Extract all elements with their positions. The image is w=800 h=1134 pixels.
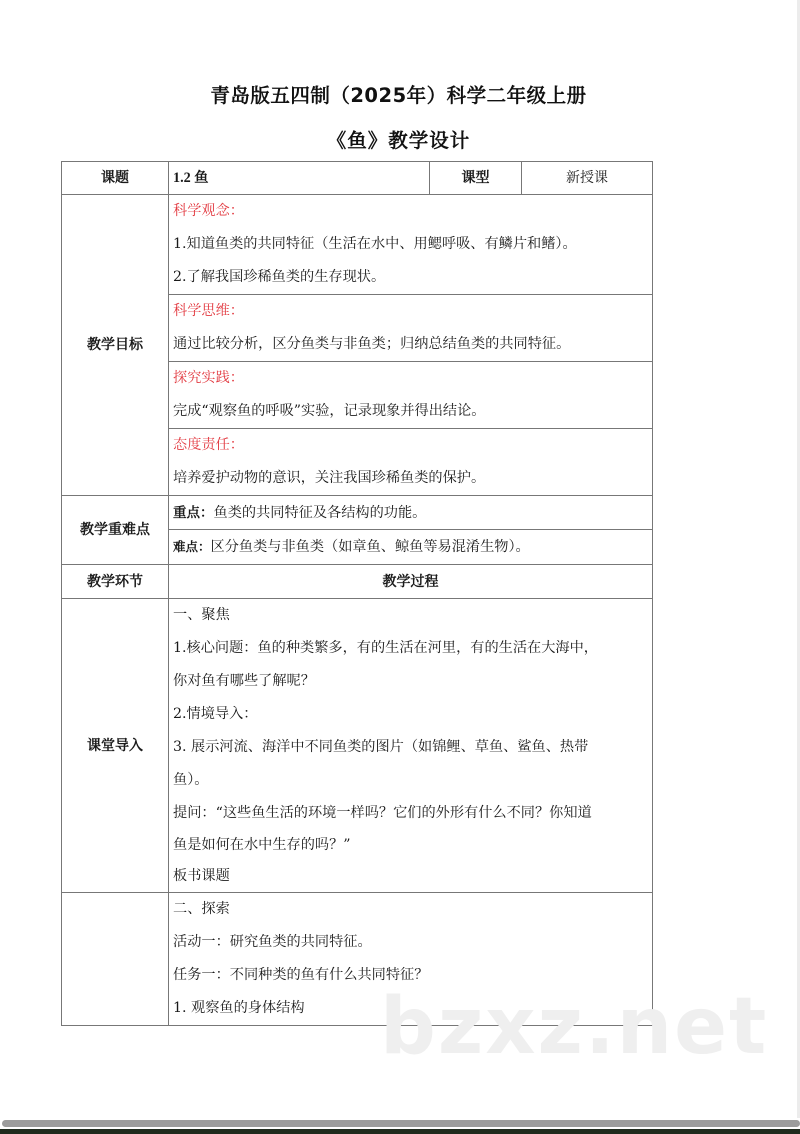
header-row: [62, 162, 653, 195]
process-line: 你对鱼有哪些了解呢？: [173, 673, 315, 689]
process-line: 活动一：研究鱼类的共同特征。: [173, 934, 372, 950]
key-focus: [169, 496, 653, 530]
objective-section-attitude: [169, 429, 653, 496]
focus-text: 鱼类的共同特征及各结构的功能。: [213, 504, 427, 521]
process-line: 1. 观察鱼的身体结构: [173, 1000, 305, 1016]
objectives-label: 教学目标: [62, 195, 169, 496]
objective-section-concept: [169, 195, 653, 295]
process-line: 一、聚焦: [173, 607, 230, 623]
key-difficulty: [169, 530, 653, 565]
process-line: 提问：“这些鱼生活的环境一样吗？它们的外形有什么不同？你知道: [173, 805, 592, 821]
process-line: 2.情境导入：: [173, 706, 258, 722]
process-line: 鱼是如何在水中生存的吗？”: [173, 837, 351, 853]
objective-section-thinking: [169, 295, 653, 362]
process-line: 二、探索: [173, 901, 230, 917]
objective-heading: 态度责任：: [173, 437, 244, 453]
objective-text: 通过比较分析，区分鱼类与非鱼类；归纳总结鱼类的共同特征。: [173, 336, 571, 352]
objective-row-concept: [62, 195, 653, 295]
process-line: 1.核心问题：鱼的种类繁多，有的生活在河里，有的生活在大海中，: [173, 640, 598, 656]
stage-label: 课堂导入: [62, 599, 169, 893]
process-line: 3. 展示河流、海洋中不同鱼类的图片（如锦鲤、草鱼、鲨鱼、热带: [173, 739, 589, 755]
document-subtitle: 《鱼》教学设计: [326, 129, 471, 152]
process-column-header: 教学过程: [169, 565, 653, 599]
watermark: bzxz.net: [380, 982, 769, 1072]
objective-text: 完成“观察鱼的呼吸”实验，记录现象并得出结论。: [173, 403, 486, 419]
stage-row: [62, 599, 653, 893]
difficulty-label: 难点：: [173, 539, 211, 554]
key-points-label: 教学重难点: [62, 496, 169, 565]
stage-content: [169, 893, 653, 1026]
stage-content: [169, 599, 653, 893]
stage-label: [62, 893, 169, 1026]
document-title: 青岛版五四制（2025年）科学二年级上册: [210, 84, 587, 107]
objective-heading: 科学思维：: [173, 303, 244, 319]
process-line: 鱼）。: [173, 772, 209, 788]
horizontal-scrollbar[interactable]: [2, 1120, 800, 1127]
objective-text: 2.了解我国珍稀鱼类的生存现状。: [173, 269, 386, 285]
stage-column-header: 教学环节: [62, 565, 169, 599]
topic-label: 课题: [62, 162, 169, 195]
stage-row: [62, 893, 653, 1026]
difficulty-text: 区分鱼类与非鱼类（如章鱼、鲸鱼等易混淆生物）。: [210, 539, 530, 555]
key-point-row: [62, 496, 653, 530]
lesson-plan-table: [61, 161, 653, 1026]
objective-section-practice: [169, 362, 653, 429]
process-header-row: [62, 565, 653, 599]
objective-heading: 科学观念：: [173, 203, 244, 219]
bottom-strip: [0, 1129, 800, 1134]
topic-value: 1.2 鱼: [169, 162, 430, 195]
process-line: 板书课题: [173, 868, 230, 884]
objective-text: 培养爱护动物的意识，关注我国珍稀鱼类的保护。: [173, 470, 486, 486]
objective-text: 1.知道鱼类的共同特征（生活在水中、用鳃呼吸、有鳞片和鳍）。: [173, 236, 577, 252]
process-line: 任务一：不同种类的鱼有什么共同特征？: [173, 967, 429, 983]
objective-heading: 探究实践：: [173, 370, 244, 386]
lesson-type-value: 新授课: [522, 162, 653, 195]
focus-label: 重点：: [173, 504, 214, 521]
lesson-type-label: 课型: [430, 162, 522, 195]
